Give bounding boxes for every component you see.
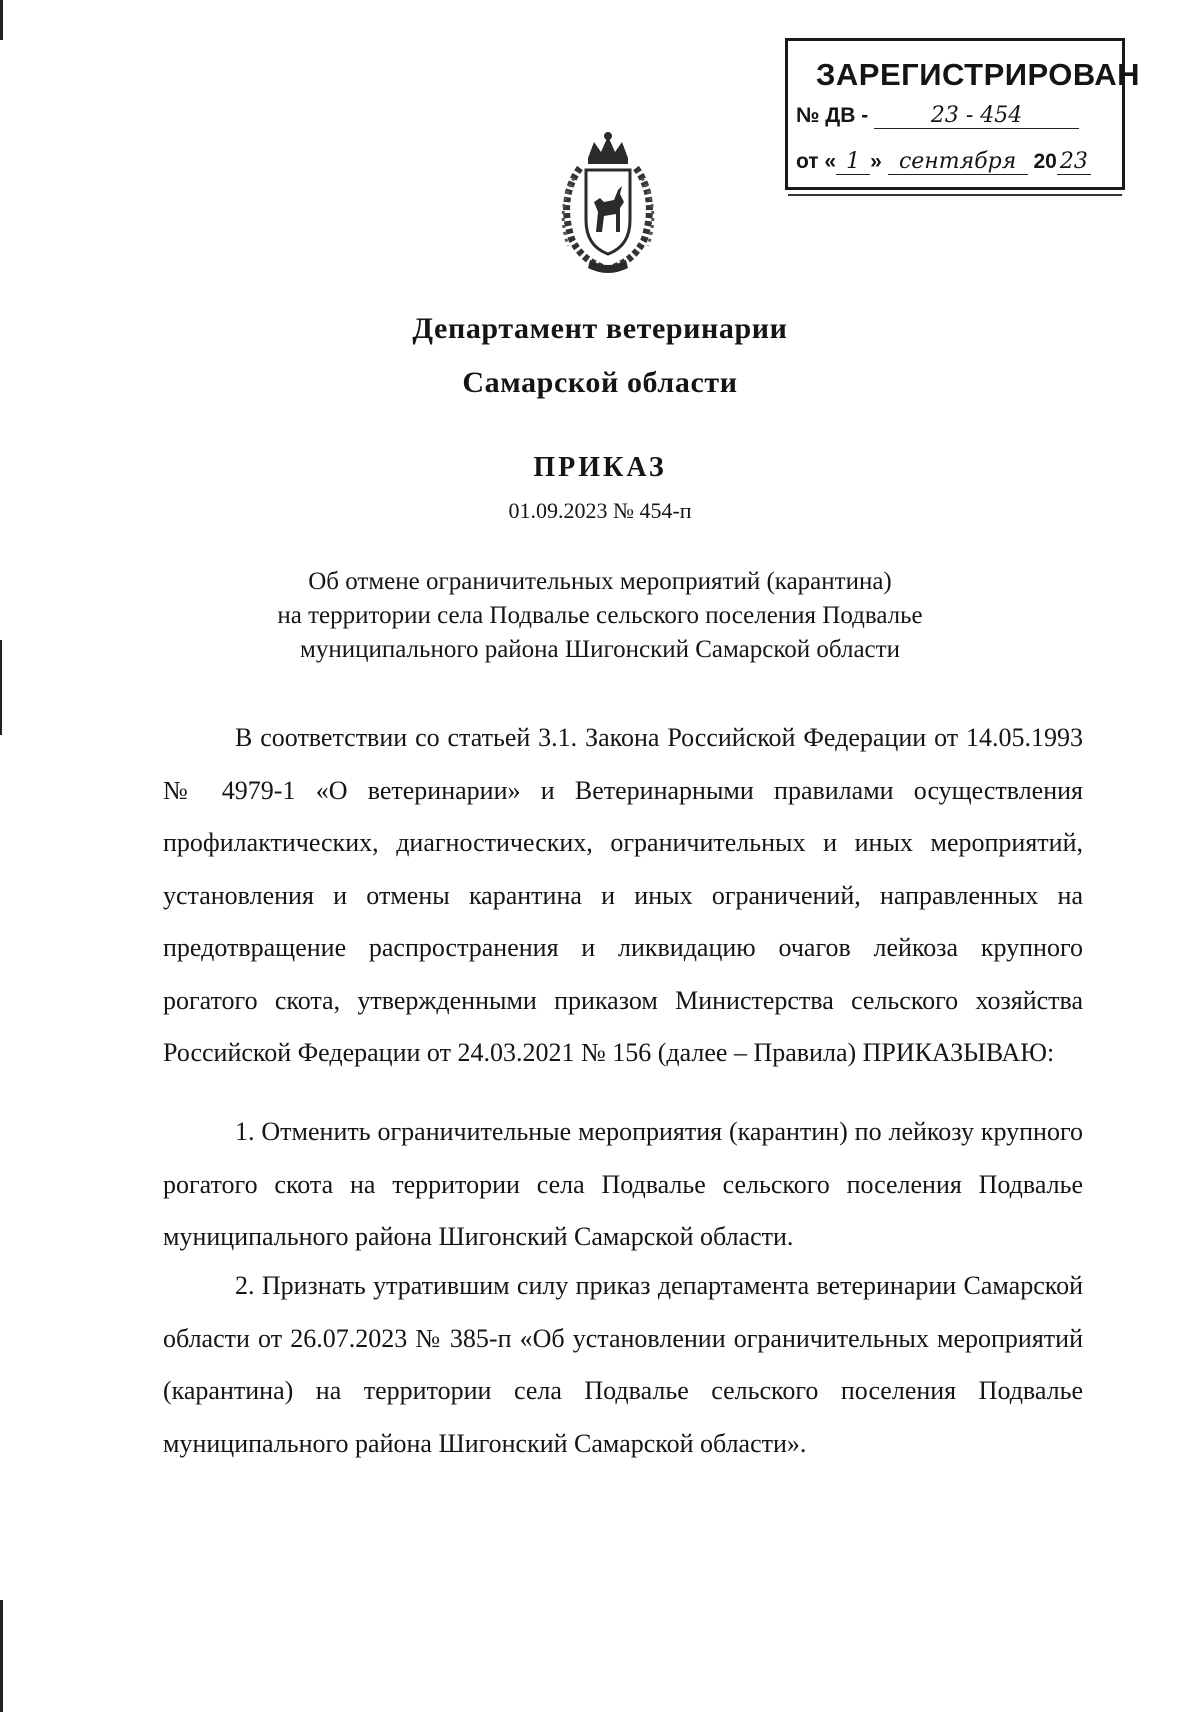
stamp-number-line [796, 103, 1079, 129]
order-subject [0, 565, 1200, 667]
department-name-line1: Департамент ветеринарии [412, 312, 788, 345]
stamp-date-prefix: от « [796, 150, 837, 173]
stamp-date-month: сентября [888, 149, 1028, 175]
stamp-date-year-suffix: 23 [1057, 149, 1091, 175]
stamp-number-label: № ДВ - [796, 104, 869, 127]
stamp-date-mid: » [870, 150, 882, 173]
subject-line3: муниципального района Шигонский Самарской области [300, 636, 900, 663]
stamp-date-year-prefix: 20 [1033, 150, 1057, 173]
samara-region-coat-of-arms-icon [548, 128, 668, 278]
subject-line2: на территории села Подвалье сельского поселения Подвалье [277, 602, 923, 629]
stamp-date-line [796, 149, 1091, 175]
order-title: ПРИКАЗ [533, 452, 667, 483]
stamp-bottom-rule [788, 194, 1122, 196]
stamp-number-value: 23 - 454 [874, 103, 1079, 129]
scan-edge-mark [0, 0, 3, 40]
order-item-1: 1. Отменить ограничительные мероприятия (карантин) по лейкозу крупного рогатого скота на территории села Подвалье сельского поселения Подвалье муниципального района Шигонский Самарской области. [163, 1117, 1083, 1251]
scan-edge-mark [0, 1600, 3, 1712]
department-name-line2: Самарской области [462, 366, 738, 399]
stamp-title: ЗАРЕГИСТРИРОВАН [816, 57, 1141, 92]
subject-line1: Об отмене ограничительных мероприятий (карантина) [308, 568, 892, 595]
preamble-paragraph: В соответствии со статьей 3.1. Закона Российской Федерации от 14.05.1993 № 4979-1 «О ветеринарии» и Ветеринарными правилами осуществления профилактических, диагностических, ограничительных и иных мероприятий, установления и отмены карантина и иных ограничений, направленных на предотвращение распространения и ликвидацию очагов лейкоза крупного рогатого скота, утвержденными приказом Министерства сельского хозяйства Российской Федерации от 24.03.2021 № 156 (далее – Правила) ПРИКАЗЫВАЮ: [163, 723, 1083, 1067]
stamp-date-day: 1 [836, 149, 870, 175]
order-item-2: 2. Признать утратившим силу приказ департамента ветеринарии Самарской области от 26.07.2023 № 385-п «Об установлении ограничительных мероприятий (карантина) на территории села Подвалье сельского поселения Подвалье муниципального района Шигонский Самарской области». [163, 1271, 1083, 1458]
order-date-number: 01.09.2023 № 454-п [508, 498, 692, 523]
registration-stamp [785, 38, 1141, 190]
